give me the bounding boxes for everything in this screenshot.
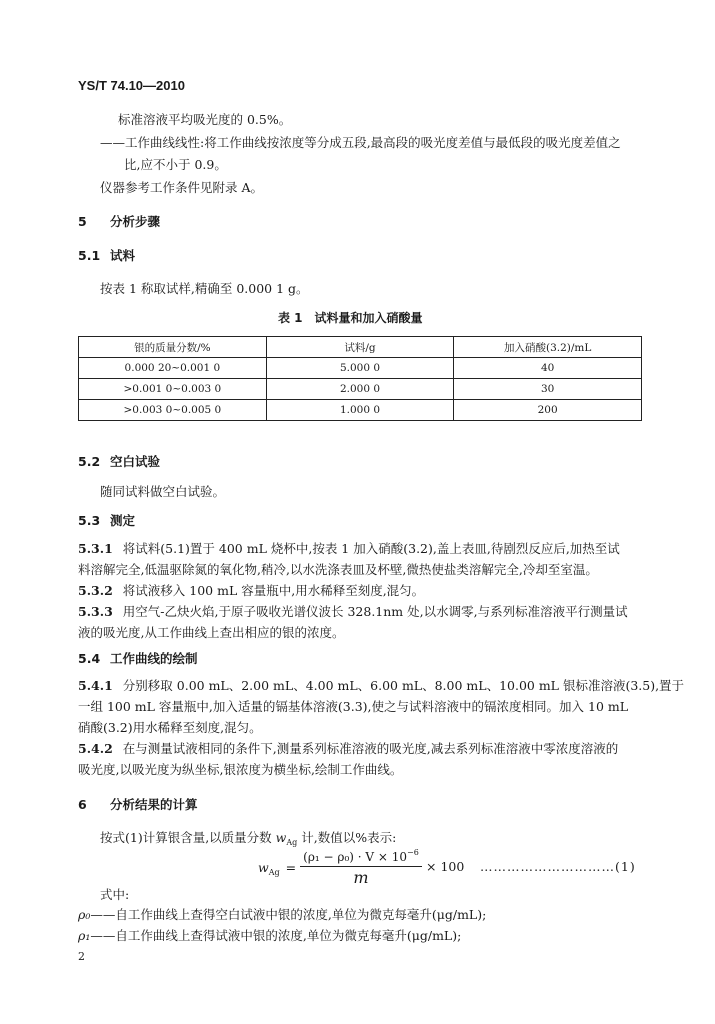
table-cell: 30 <box>454 379 642 400</box>
clause-text: 分别移取 0.00 mL、2.00 mL、4.00 mL、6.00 mL、8.00 mL、10.00 mL 银标准溶液(3.5),置于 <box>122 678 685 693</box>
section-number: 6 <box>78 797 87 812</box>
intro-line-1: 标准溶液平均吸光度的 0.5%。 <box>118 112 292 127</box>
section-title: 空白试验 <box>110 454 161 469</box>
section-number: 5.2 <box>78 454 101 469</box>
equals-sign: = <box>285 860 297 875</box>
clause-text: 将试液移入 100 mL 容量瓶中,用水稀释至刻度,混匀。 <box>122 583 425 598</box>
section-number: 5.4 <box>78 651 101 666</box>
section-number: 5.3 <box>78 513 101 528</box>
exponent: −6 <box>407 848 419 857</box>
section-5-4-2-line-1 <box>78 741 618 757</box>
section-number: 5 <box>78 214 87 229</box>
table-header-cell: 银的质量分数/% <box>79 337 267 358</box>
mass-fraction-symbol: w <box>275 830 287 845</box>
section-5-2-heading <box>78 454 160 470</box>
symbol: ρ₀ <box>78 907 91 922</box>
section-5-2-text: 随同试料做空白试验。 <box>100 484 226 499</box>
table-cell: 5.000 0 <box>266 358 454 379</box>
calc-intro-text: 按式(1)计算银含量,以质量分数 <box>100 830 276 845</box>
section-5-3-3-line-1 <box>78 604 628 620</box>
section-title: 测定 <box>110 513 136 528</box>
mass-fraction-symbol: w <box>258 860 269 875</box>
section-title: 分析步骤 <box>110 214 161 229</box>
calc-intro-text: 计,数值以%表示: <box>297 830 397 845</box>
definition-rho1 <box>78 928 461 944</box>
clause-text: 将试料(5.1)置于 400 mL 烧杯中,按表 1 加入硝酸(3.2),盖上表皿,待剧烈反应后,加热至试 <box>122 541 620 556</box>
page-number: 2 <box>78 950 85 963</box>
definition-text: ——自工作曲线上查得空白试液中银的浓度,单位为微克每毫升(μg/mL); <box>90 907 487 922</box>
clause-number: 5.3.1 <box>78 541 113 556</box>
where-label: 式中: <box>100 887 130 902</box>
numerator-text: (ρ₁ − ρ₀) · V × 10 <box>303 850 408 864</box>
clause-text: 在与测量试液相同的条件下,测量系列标准溶液的吸光度,减去系列标准溶液中零浓度溶液的 <box>122 741 619 756</box>
section-5-3-1-line-1 <box>78 541 620 557</box>
table-row <box>79 400 642 421</box>
table-cell: 0.000 20~0.001 0 <box>79 358 267 379</box>
table-cell: >0.003 0~0.005 0 <box>79 400 267 421</box>
table-cell: >0.001 0~0.003 0 <box>79 379 267 400</box>
table-row <box>79 379 642 400</box>
section-5-4-2-line-2: 吸光度,以吸光度为纵坐标,银浓度为横坐标,绘制工作曲线。 <box>78 762 403 777</box>
section-5-1-heading <box>78 248 135 264</box>
table-row <box>79 358 642 379</box>
symbol: ρ₁ <box>78 928 91 943</box>
table-cell: 200 <box>454 400 642 421</box>
section-6-heading <box>78 797 198 813</box>
clause-text: 用空气-乙炔火焰,于原子吸收光谱仪波长 328.1nm 处,以水调零,与系列标准溶液平行测量试 <box>122 604 628 619</box>
clause-number: 5.3.2 <box>78 583 113 598</box>
table-header-cell: 试料/g <box>266 337 454 358</box>
section-5-3-3-line-2: 液的吸光度,从工作曲线上查出相应的银的浓度。 <box>78 625 345 640</box>
clause-number: 5.3.3 <box>78 604 113 619</box>
definition-text: ——自工作曲线上查得试液中银的浓度,单位为微克每毫升(μg/mL); <box>90 928 462 943</box>
equation-label: …………………………(1) <box>480 859 636 874</box>
section-5-4-1-line-3: 硝酸(3.2)用水稀释至刻度,混匀。 <box>78 720 262 735</box>
section-title: 分析结果的计算 <box>110 797 198 812</box>
formula-numerator <box>300 848 422 864</box>
section-5-3-2 <box>78 583 424 599</box>
table-1-caption: 表 1 试料量和加入硝酸量 <box>278 311 423 325</box>
section-5-4-1-line-1 <box>78 678 684 694</box>
standard-code: YS/T 74.10—2010 <box>78 78 185 93</box>
formula-multiplier: × 100 <box>426 859 465 874</box>
formula-lhs <box>258 860 296 877</box>
table-cell: 40 <box>454 358 642 379</box>
section-5-4-heading <box>78 651 198 667</box>
intro-line-4: 仪器参考工作条件见附录 A。 <box>100 180 264 195</box>
section-5-heading <box>78 214 160 230</box>
subscript: Ag <box>268 868 280 877</box>
section-number: 5.1 <box>78 248 101 263</box>
definition-rho0 <box>78 907 486 923</box>
section-5-4-1-line-2: 一组 100 mL 容量瓶中,加入适量的镉基体溶液(3.3),使之与试料溶液中的镉浓度相同。加入 10 mL <box>78 699 629 714</box>
table-cell: 2.000 0 <box>266 379 454 400</box>
intro-line-3: 比,应不小于 0.9。 <box>124 157 227 172</box>
table-header-cell: 加入硝酸(3.2)/mL <box>454 337 642 358</box>
intro-line-2: ——工作曲线线性:将工作曲线按浓度等分成五段,最高段的吸光度差值与最低段的吸光度差值之 <box>100 135 621 150</box>
formula-denominator: m <box>353 868 369 887</box>
table-header-row <box>79 337 642 358</box>
subscript: Ag <box>286 838 298 847</box>
section-title: 试料 <box>110 248 136 263</box>
section-5-3-heading <box>78 513 135 529</box>
section-title: 工作曲线的绘制 <box>110 651 198 666</box>
table-1 <box>78 336 642 421</box>
table-cell: 1.000 0 <box>266 400 454 421</box>
section-5-1-text: 按表 1 称取试样,精确至 0.000 1 g。 <box>100 281 309 296</box>
fraction-bar <box>300 866 422 867</box>
section-5-3-1-line-2: 料溶解完全,低温驱除氮的氧化物,稍冷,以水洗涤表皿及杯壁,微热使盐类溶解完全,冷却至室温。 <box>78 562 598 577</box>
clause-number: 5.4.2 <box>78 741 113 756</box>
clause-number: 5.4.1 <box>78 678 113 693</box>
